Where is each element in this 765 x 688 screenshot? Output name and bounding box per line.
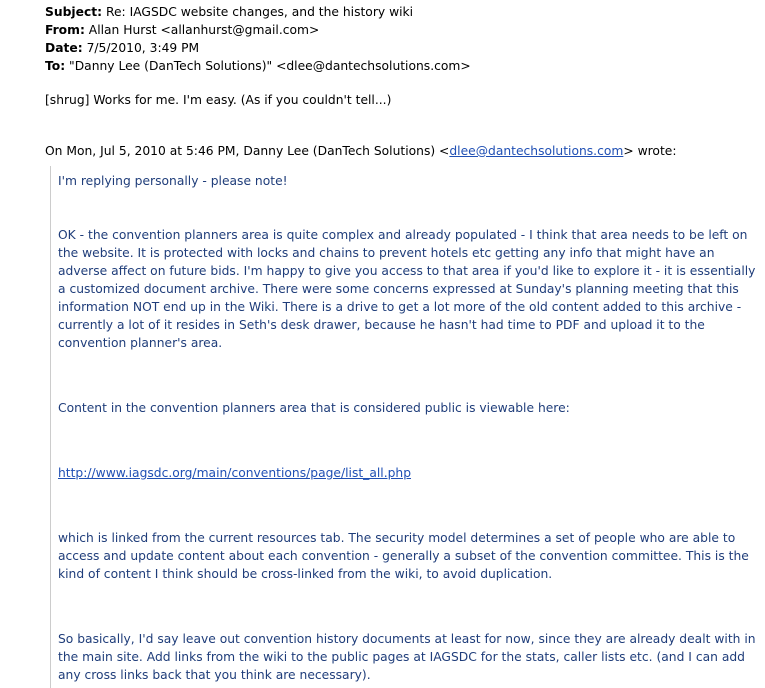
- quote-attribution: [45, 142, 676, 160]
- subject-value: Re: IAGSDC website changes, and the history wiki: [105, 5, 414, 19]
- to-label: To:: [45, 59, 66, 73]
- attribution-prefix: On Mon, Jul 5, 2010 at 5:46 PM, Danny Lee (DanTech Solutions) <: [45, 144, 450, 158]
- subject-line: [45, 3, 471, 21]
- subject-label: Subject:: [45, 5, 103, 19]
- to-line: [45, 57, 471, 75]
- quoted-paragraph-1: I'm replying personally - please note!: [58, 174, 288, 188]
- attribution-email-link[interactable]: dlee@dantechsolutions.com: [449, 144, 624, 158]
- date-label: Date:: [45, 41, 83, 55]
- attribution-suffix: > wrote:: [623, 144, 677, 158]
- email-header: [45, 3, 471, 75]
- conventions-list-link[interactable]: http://www.iagsdc.org/main/conventions/page/list_all.php: [58, 466, 412, 480]
- to-value: "Danny Lee (DanTech Solutions)" <dlee@dantechsolutions.com>: [69, 59, 471, 73]
- quoted-message: [58, 172, 758, 684]
- from-value: Allan Hurst <allanhurst@gmail.com>: [88, 23, 320, 37]
- quoted-link-paragraph: [58, 464, 758, 482]
- from-line: [45, 21, 471, 39]
- date-value: 7/5/2010, 3:49 PM: [86, 41, 200, 55]
- date-line: [45, 39, 471, 57]
- from-label: From:: [45, 23, 85, 37]
- quoted-paragraph-4: which is linked from the current resources tab. The security model determines a set of people who are able to access and update content about each convention - generally a subset of the convention committee. This is the kind of content I think should be cross-linked from the wiki, to avoid duplication.: [58, 531, 749, 581]
- quote-bar: [50, 166, 51, 688]
- reply-text: [shrug] Works for me. I'm easy. (As if you couldn't tell...): [45, 93, 392, 107]
- quoted-paragraph-3: Content in the convention planners area that is considered public is viewable here:: [58, 401, 570, 415]
- quoted-paragraph-5: So basically, I'd say leave out convention history documents at least for now, since they are already dealt with in the main site. Add links from the wiki to the public pages at IAGSDC for the stats, caller lists etc. (and I can add any cross links back that you think are necessary).: [58, 632, 756, 682]
- quoted-paragraph-2: OK - the convention planners area is quite complex and already populated - I think that area needs to be left on the website. It is protected with locks and chains to prevent hotels etc getting any info that might have an adverse affect on future bids. I'm happy to give you access to that area if you'd like to explore it - it is essentially a customized document archive. There were some concerns expressed at Sunday's planning meeting that this information NOT end up in the Wiki. There is a drive to get a lot more of the old content added to this archive - currently a lot of it resides in Seth's desk drawer, because he hasn't had time to PDF and upload it to the convention planner's area.: [58, 228, 756, 350]
